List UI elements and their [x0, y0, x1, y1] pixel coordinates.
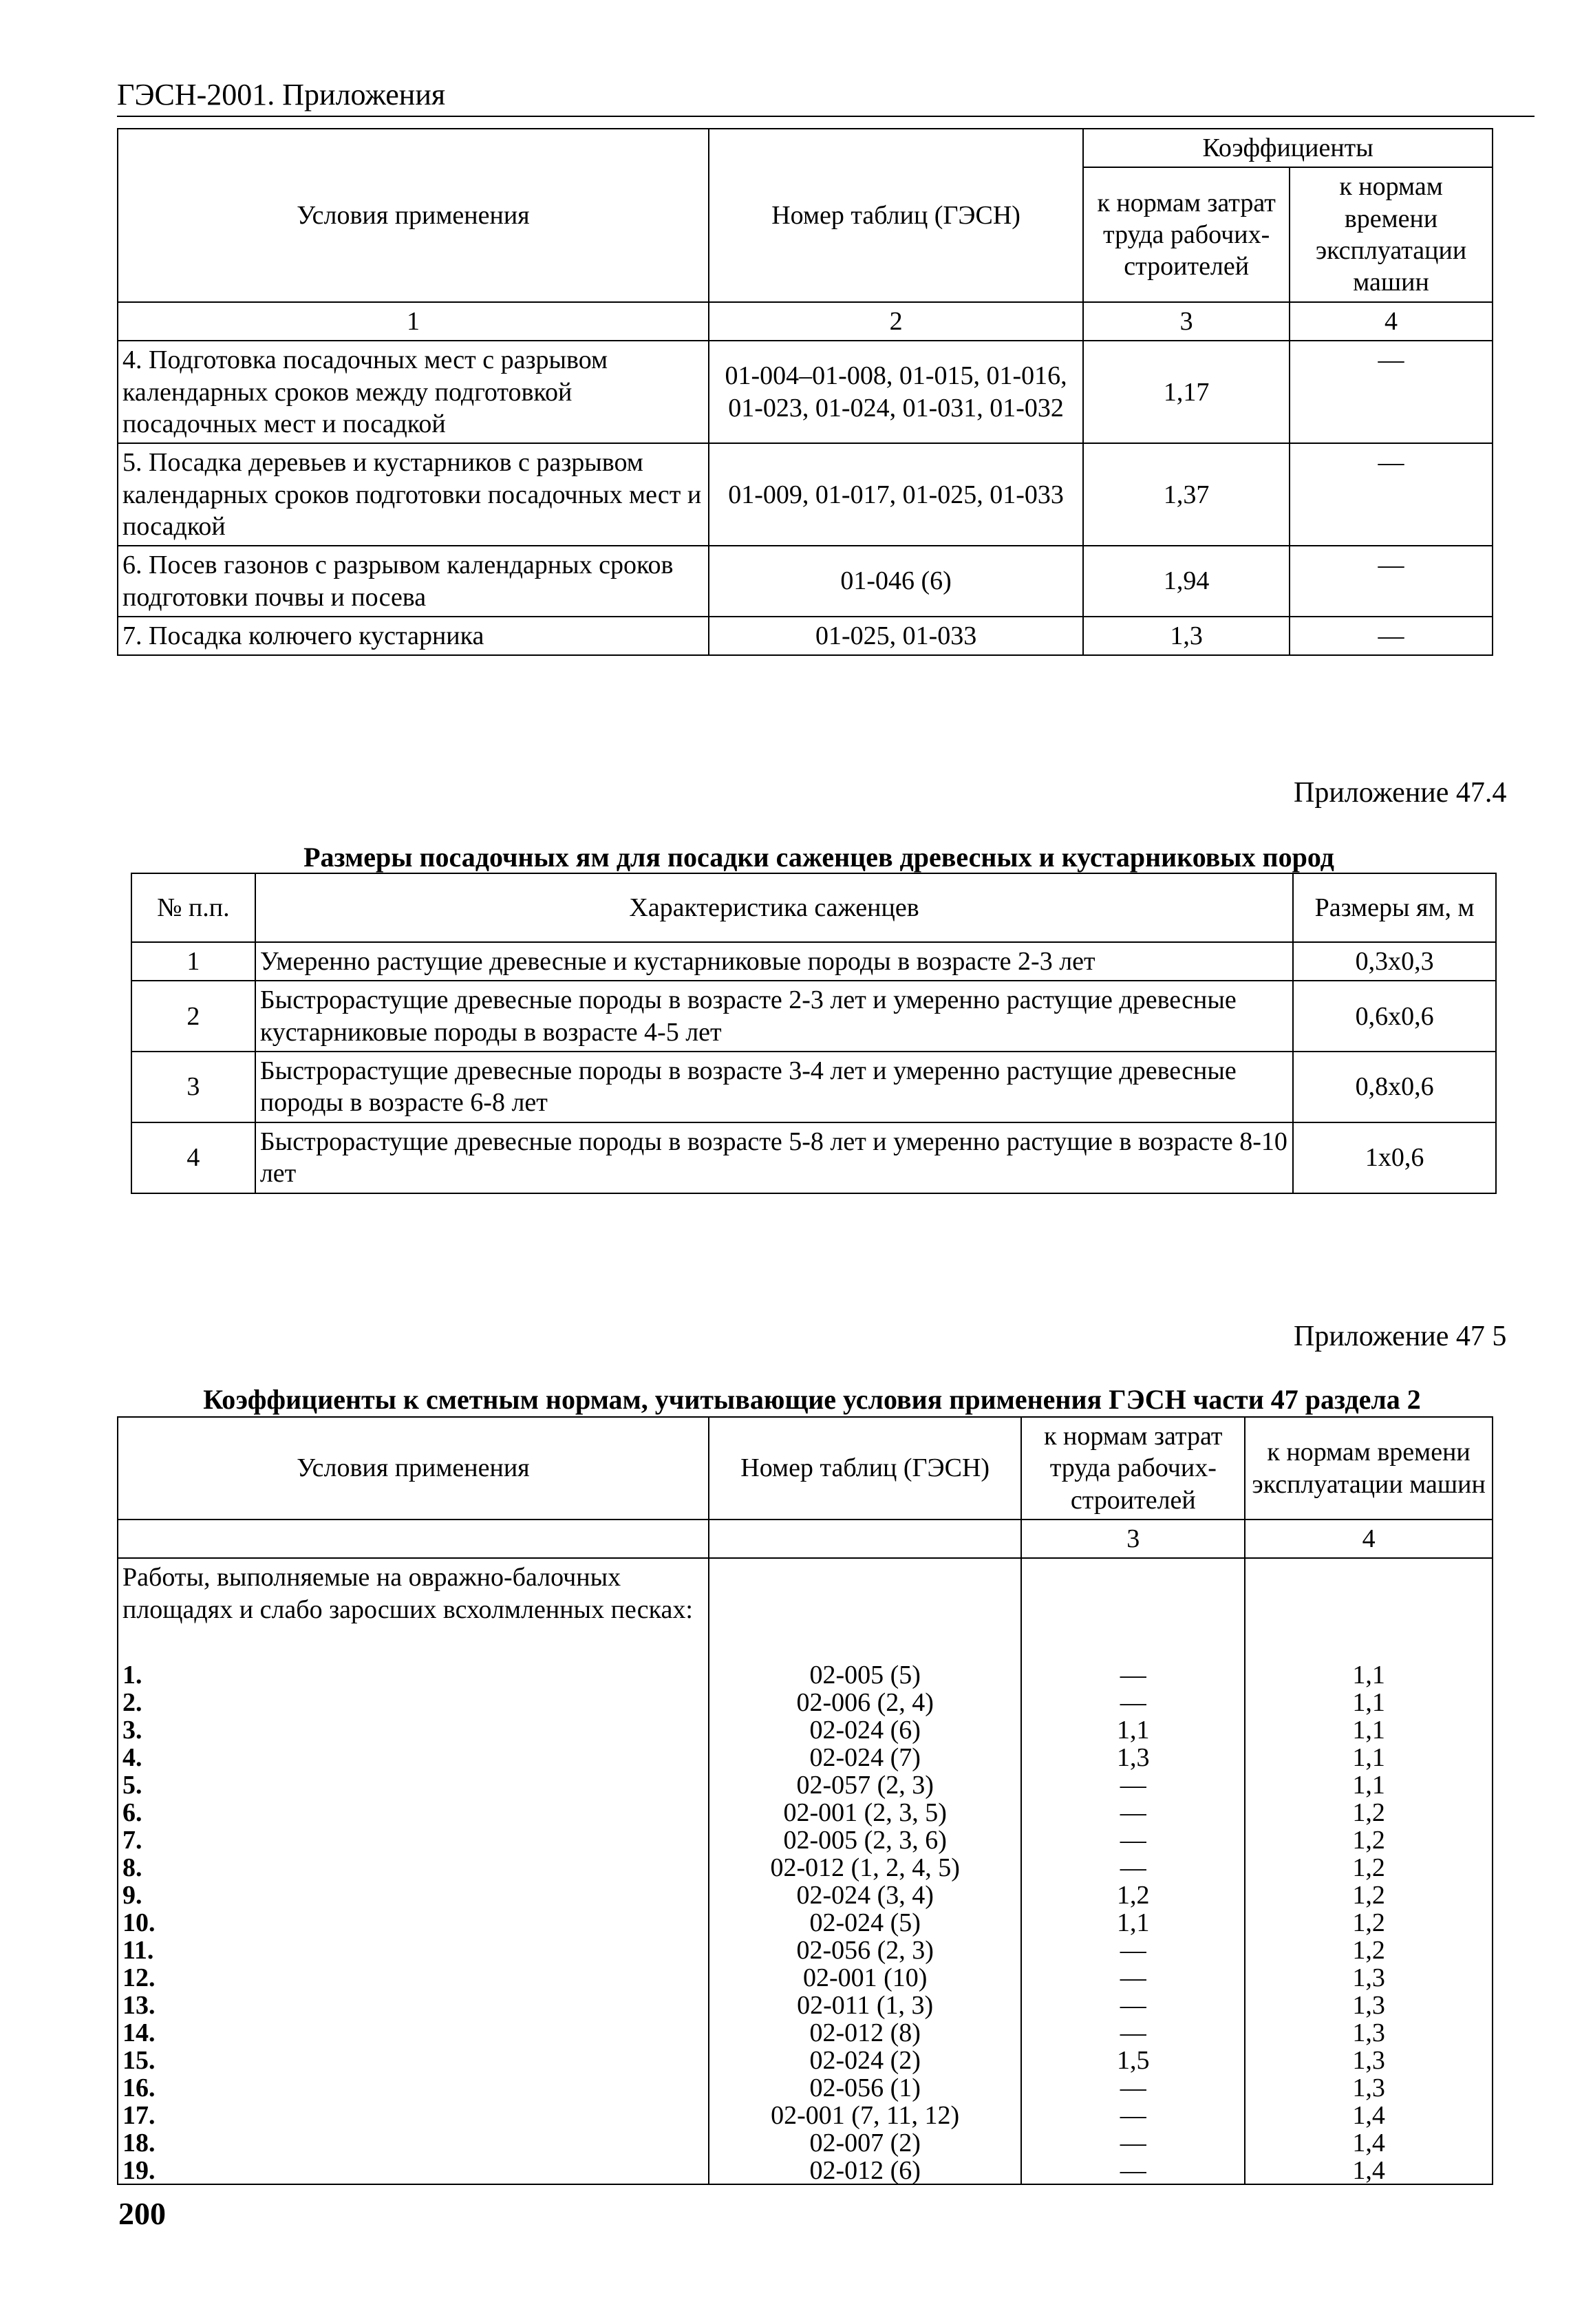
- machines-cell: 1,2: [1245, 1909, 1493, 1937]
- row-number: 5.: [118, 1771, 709, 1799]
- labor-cell: —: [1021, 2019, 1245, 2047]
- table-row: [118, 1689, 1493, 1716]
- tables-cell: 01-025, 01-033: [709, 617, 1083, 655]
- column-number: 1: [118, 302, 709, 341]
- coefficients-table-part1: [117, 128, 1493, 656]
- table-row: [118, 2129, 1493, 2157]
- machines-cell: 1,2: [1245, 1854, 1493, 1881]
- table-row: [118, 1992, 1493, 2019]
- row-number: 3: [131, 1052, 255, 1122]
- tables-cell: 02-057 (2, 3): [709, 1771, 1021, 1799]
- table-row: [118, 2102, 1493, 2129]
- table-row: [118, 1771, 1493, 1799]
- labor-cell: —: [1021, 1826, 1245, 1854]
- row-number: 14.: [118, 2019, 709, 2047]
- machines-cell: —: [1290, 546, 1493, 617]
- labor-cell: 1,1: [1021, 1716, 1245, 1744]
- header-machines: к нормам времени эксплуатации машин: [1290, 167, 1493, 301]
- tables-cell: 02-024 (6): [709, 1716, 1021, 1744]
- tables-cell: 01-004–01-008, 01-015, 01-016, 01-023, 01-024, 01-031, 01-032: [709, 341, 1083, 443]
- machines-cell: 1,3: [1245, 2019, 1493, 2047]
- labor-cell: —: [1021, 2102, 1245, 2129]
- row-number: 16.: [118, 2074, 709, 2102]
- machines-cell: 1,3: [1245, 1992, 1493, 2019]
- table-row: [118, 1909, 1493, 1937]
- machines-cell: 1,2: [1245, 1937, 1493, 1964]
- row-number: 2.: [118, 1689, 709, 1716]
- machines-cell: 1,3: [1245, 2074, 1493, 2102]
- running-head: ГЭСН-2001. Приложения: [117, 78, 446, 111]
- tables-cell: 01-009, 01-017, 01-025, 01-033: [709, 443, 1083, 546]
- table-row: [118, 2019, 1493, 2047]
- pit-size: 1x0,6: [1293, 1122, 1496, 1193]
- header-rule: [117, 116, 1535, 117]
- machines-cell: 1,1: [1245, 1689, 1493, 1716]
- tables-cell: 02-012 (1, 2, 4, 5): [709, 1854, 1021, 1881]
- labor-cell: 1,3: [1083, 617, 1290, 655]
- column-number: 4: [1290, 302, 1493, 341]
- labor-cell: —: [1021, 1964, 1245, 1992]
- appendix-475-title: Коэффициенты к сметным нормам, учитывающие условия применения ГЭСН части 47 раздела 2: [203, 1384, 1421, 1415]
- column-number: 3: [1083, 302, 1290, 341]
- table-row: [118, 1854, 1493, 1881]
- column-number: 3: [1021, 1520, 1245, 1558]
- tables-cell: 02-012 (8): [709, 2019, 1021, 2047]
- machines-cell: 1,4: [1245, 2157, 1493, 2184]
- labor-cell: —: [1021, 2074, 1245, 2102]
- table-row: [118, 546, 1493, 617]
- column-number: [709, 1520, 1021, 1558]
- machines-cell: —: [1290, 443, 1493, 546]
- header-machines: к нормам времени эксплуатации машин: [1245, 1417, 1493, 1520]
- machines-cell: 1,2: [1245, 1799, 1493, 1826]
- header-description: Характеристика саженцев: [255, 873, 1293, 942]
- tables-cell: 02-001 (2, 3, 5): [709, 1799, 1021, 1826]
- tables-cell: 02-005 (2, 3, 6): [709, 1826, 1021, 1854]
- seedling-description: Быстрорастущие древесные породы в возрасте 2-3 лет и умеренно растущие древесные кустарниковые породы в возрасте 4-5 лет: [255, 981, 1293, 1052]
- row-number: 1: [131, 942, 255, 981]
- row-number: 9.: [118, 1881, 709, 1909]
- labor-cell: —: [1021, 1992, 1245, 2019]
- header-size: Размеры ям, м: [1293, 873, 1496, 942]
- tables-cell: 02-005 (5): [709, 1661, 1021, 1689]
- table-row: [118, 2157, 1493, 2184]
- table-row: [118, 2047, 1493, 2074]
- labor-cell: 1,37: [1083, 443, 1290, 546]
- header-coefficients: Коэффициенты: [1083, 129, 1493, 167]
- tables-cell: 02-001 (7, 11, 12): [709, 2102, 1021, 2129]
- machines-cell: 1,1: [1245, 1771, 1493, 1799]
- machines-cell: 1,1: [1245, 1744, 1493, 1771]
- table-row: [118, 1826, 1493, 1854]
- labor-cell: 1,5: [1021, 2047, 1245, 2074]
- seedling-description: Быстрорастущие древесные породы в возрасте 5-8 лет и умеренно растущие в возрасте 8-10 лет: [255, 1122, 1293, 1193]
- pit-size: 0,3x0,3: [1293, 942, 1496, 981]
- table-row: [118, 617, 1493, 655]
- planting-pit-sizes-table: [131, 873, 1497, 1194]
- table-row: [131, 1122, 1496, 1193]
- machines-cell: 1,3: [1245, 2047, 1493, 2074]
- row-number: 13.: [118, 1992, 709, 2019]
- column-number: 4: [1245, 1520, 1493, 1558]
- row-number: 7.: [118, 1826, 709, 1854]
- tables-cell: 02-011 (1, 3): [709, 1992, 1021, 2019]
- machines-cell: 1,2: [1245, 1826, 1493, 1854]
- labor-cell: —: [1021, 1689, 1245, 1716]
- row-number: 18.: [118, 2129, 709, 2157]
- labor-cell: 1,17: [1083, 341, 1290, 443]
- machines-cell: —: [1290, 617, 1493, 655]
- row-number: 8.: [118, 1854, 709, 1881]
- table-row: [118, 1744, 1493, 1771]
- table-row: [131, 942, 1496, 981]
- condition-cell: 5. Посадка деревьев и кустарников с разрывом календарных сроков подготовки посадочных мест и посадкой: [118, 443, 709, 546]
- tables-cell: 01-046 (6): [709, 546, 1083, 617]
- seedling-description: Умеренно растущие древесные и кустарниковые породы в возрасте 2-3 лет: [255, 942, 1293, 981]
- table-row: [131, 981, 1496, 1052]
- header-num: № п.п.: [131, 873, 255, 942]
- row-number: 19.: [118, 2157, 709, 2184]
- labor-cell: 1,1: [1021, 1909, 1245, 1937]
- labor-cell: —: [1021, 1937, 1245, 1964]
- tables-cell: 02-056 (1): [709, 2074, 1021, 2102]
- machines-cell: 1,1: [1245, 1661, 1493, 1689]
- machines-cell: 1,4: [1245, 2129, 1493, 2157]
- appendix-474-title: Размеры посадочных ям для посадки саженцев древесных и кустарниковых пород: [303, 842, 1334, 873]
- tables-cell: 02-024 (3, 4): [709, 1881, 1021, 1909]
- labor-cell: 1,94: [1083, 546, 1290, 617]
- labor-cell: —: [1021, 1771, 1245, 1799]
- table-row: [118, 1716, 1493, 1744]
- pit-size: 0,6x0,6: [1293, 981, 1496, 1052]
- tables-cell: 02-056 (2, 3): [709, 1937, 1021, 1964]
- table-row: [118, 443, 1493, 546]
- coefficients-table-section2: [117, 1416, 1493, 2185]
- row-number: 10.: [118, 1909, 709, 1937]
- row-number: 3.: [118, 1716, 709, 1744]
- row-number: 11.: [118, 1937, 709, 1964]
- labor-cell: 1,2: [1021, 1881, 1245, 1909]
- table-row: [131, 1052, 1496, 1122]
- table-row: [118, 1964, 1493, 1992]
- appendix-474-label: Приложение 47.4: [1294, 777, 1507, 809]
- tables-cell: 02-024 (2): [709, 2047, 1021, 2074]
- header-conditions: Условия применения: [118, 1417, 709, 1520]
- tables-cell: 02-024 (7): [709, 1744, 1021, 1771]
- labor-cell: —: [1021, 2157, 1245, 2184]
- table-row: [118, 2074, 1493, 2102]
- row-number: 4: [131, 1122, 255, 1193]
- table-row: [118, 1937, 1493, 1964]
- tables-cell: 02-007 (2): [709, 2129, 1021, 2157]
- labor-cell: —: [1021, 1854, 1245, 1881]
- labor-cell: —: [1021, 1661, 1245, 1689]
- labor-cell: —: [1021, 2129, 1245, 2157]
- tables-cell: 02-006 (2, 4): [709, 1689, 1021, 1716]
- condition-cell: 4. Подготовка посадочных мест с разрывом календарных сроков между подготовкой посадочных мест и посадкой: [118, 341, 709, 443]
- row-number: 12.: [118, 1964, 709, 1992]
- machines-cell: 1,1: [1245, 1716, 1493, 1744]
- labor-cell: 1,3: [1021, 1744, 1245, 1771]
- pit-size: 0,8x0,6: [1293, 1052, 1496, 1122]
- tables-cell: 02-024 (5): [709, 1909, 1021, 1937]
- column-number: 2: [709, 302, 1083, 341]
- header-labor: к нормам затрат труда рабочих-строителей: [1021, 1417, 1245, 1520]
- table-row: [118, 1661, 1493, 1689]
- row-number: 4.: [118, 1744, 709, 1771]
- row-number: 17.: [118, 2102, 709, 2129]
- row-number: 6.: [118, 1799, 709, 1826]
- table-row: [118, 1881, 1493, 1909]
- row-number: 15.: [118, 2047, 709, 2074]
- condition-cell: 6. Посев газонов с разрывом календарных сроков подготовки почвы и посева: [118, 546, 709, 617]
- table-row: [118, 341, 1493, 443]
- tables-cell: 02-001 (10): [709, 1964, 1021, 1992]
- table-row: [118, 1799, 1493, 1826]
- row-number: 2: [131, 981, 255, 1052]
- tables-cell: 02-012 (6): [709, 2157, 1021, 2184]
- conditions-intro: Работы, выполняемые на овражно-балочных площадях и слабо заросших всхолмленных песках:: [118, 1558, 709, 1661]
- header-labor: к нормам затрат труда рабочих-строителей: [1083, 167, 1290, 301]
- labor-cell: —: [1021, 1799, 1245, 1826]
- column-number: [118, 1520, 709, 1558]
- row-number: 1.: [118, 1661, 709, 1689]
- machines-cell: 1,4: [1245, 2102, 1493, 2129]
- header-table-number: Номер таблиц (ГЭСН): [709, 1417, 1021, 1520]
- machines-cell: —: [1290, 341, 1493, 443]
- appendix-475-label: Приложение 47 5: [1294, 1321, 1507, 1352]
- machines-cell: 1,3: [1245, 1964, 1493, 1992]
- header-table-number: Номер таблиц (ГЭСН): [709, 129, 1083, 302]
- condition-cell: 7. Посадка колючего кустарника: [118, 617, 709, 655]
- header-conditions: Условия применения: [118, 129, 709, 302]
- seedling-description: Быстрорастущие древесные породы в возрасте 3-4 лет и умеренно растущие древесные породы в возрасте 6-8 лет: [255, 1052, 1293, 1122]
- machines-cell: 1,2: [1245, 1881, 1493, 1909]
- page-number: 200: [118, 2196, 166, 2231]
